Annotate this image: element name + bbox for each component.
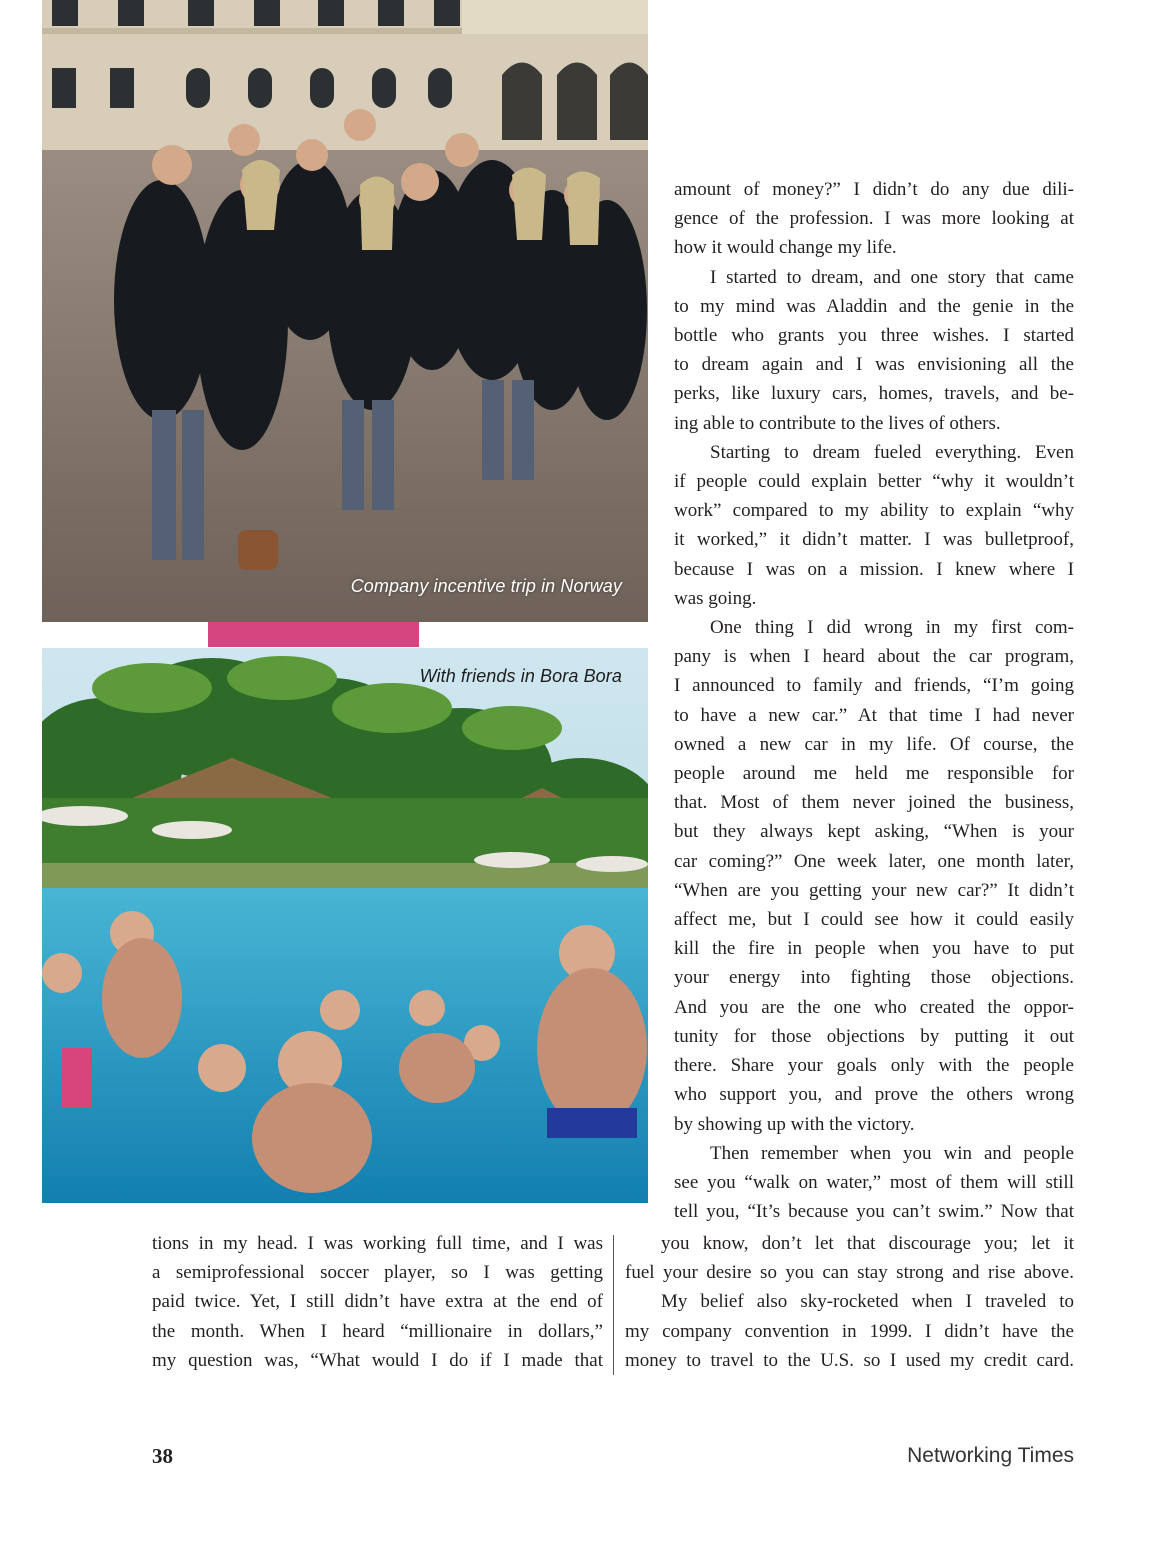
text-line: see you “walk on water,” most of them will still: [674, 1171, 1074, 1193]
text-line: because I was on a mission. I knew where I: [674, 558, 1074, 580]
article-column-left-lower: [152, 1229, 603, 1375]
text-line: kill the fire in people when you have to put: [674, 938, 1074, 960]
article-column-right-upper: [674, 175, 1074, 1226]
text-line: to my mind was Aladdin and the genie in the: [674, 295, 1074, 317]
text-line: fuel your desire so you can stay strong and rise above.: [625, 1262, 1074, 1284]
photo-norway-image: [42, 0, 648, 622]
text-line: One thing I did wrong in my first com-: [710, 617, 1074, 639]
text-line: people around me held me responsible for: [674, 763, 1074, 785]
text-line: I started to dream, and one story that came: [710, 266, 1074, 288]
text-line: car coming?” One week later, one month later,: [674, 850, 1074, 872]
text-line: owned a new car in my life. Of course, the: [674, 733, 1074, 755]
text-line: amount of money?” I didn’t do any due dili-: [674, 179, 1074, 200]
text-line: Then remember when you win and people: [710, 1142, 1074, 1164]
text-line: tell you, “It’s because you can’t swim.” Now that: [674, 1201, 1074, 1223]
photo-caption-norway: Company incentive trip in Norway: [350, 576, 622, 596]
text-line: a semiprofessional soccer player, so I was getting: [152, 1262, 603, 1284]
text-line: how it would change my life.: [674, 237, 897, 259]
text-line: by showing up with the victory.: [674, 1113, 915, 1135]
text-line: “When are you getting your new car?” It didn’t: [674, 879, 1074, 901]
publication-name: Networking Times: [907, 1444, 1074, 1467]
photo-bora-bora-friends: [42, 648, 648, 1203]
text-line: I announced to family and friends, “I’m going: [674, 675, 1074, 697]
article-column-right-lower: [625, 1229, 1074, 1375]
text-line: but they always kept asking, “When is your: [674, 821, 1074, 843]
photo-caption-bora-bora: With friends in Bora Bora: [419, 666, 622, 686]
column-divider: [613, 1235, 614, 1375]
text-line: who support you, and prove the others wrong: [674, 1084, 1074, 1106]
text-line: was going.: [674, 587, 757, 609]
text-line: paid twice. Yet, I still didn’t have extra at the end of: [152, 1291, 603, 1313]
text-line: you know, don’t let that discourage you; let it: [661, 1233, 1074, 1254]
text-line: Starting to dream fueled everything. Even: [710, 441, 1074, 463]
text-line: my company convention in 1999. I didn’t have the: [625, 1320, 1074, 1342]
text-line: there. Share your goals only with the people: [674, 1055, 1074, 1077]
text-line: to dream again and I was envisioning all the: [674, 354, 1074, 376]
text-line: that. Most of them never joined the business,: [674, 792, 1074, 814]
text-line: tunity for those objections by putting it out: [674, 1025, 1074, 1047]
text-line: pany is when I heard about the car program,: [674, 646, 1074, 668]
photo-bora-bora-image: [42, 648, 648, 1203]
text-line: And you are the one who created the oppor-: [674, 996, 1074, 1018]
text-line: my question was, “What would I do if I made that: [152, 1349, 603, 1371]
text-line: ing able to contribute to the lives of others.: [674, 412, 1001, 434]
text-line: tions in my head. I was working full time, and I was: [152, 1233, 603, 1254]
photo-norway-incentive-trip: [42, 0, 648, 622]
page-number: 38: [152, 1444, 173, 1468]
text-line: money to travel to the U.S. so I used my credit card.: [625, 1349, 1074, 1371]
text-line: bottle who grants you three wishes. I started: [674, 325, 1074, 347]
pink-accent-bar: [208, 622, 419, 647]
text-line: to have a new car.” At that time I had never: [674, 704, 1074, 726]
text-line: gence of the profession. I was more looking at: [674, 208, 1074, 230]
text-line: work” compared to my ability to explain “why: [674, 500, 1074, 522]
text-line: if people could explain better “why it wouldn’t: [674, 471, 1074, 493]
text-line: My belief also sky-rocketed when I traveled to: [661, 1291, 1074, 1313]
text-line: affect me, but I could see how it could easily: [674, 909, 1074, 931]
text-line: it worked,” it didn’t matter. I was bulletproof,: [674, 529, 1074, 551]
text-line: your energy into fighting those objections.: [674, 967, 1074, 989]
text-line: the month. When I heard “millionaire in dollars,”: [152, 1320, 603, 1342]
text-line: perks, like luxury cars, homes, travels, and be-: [674, 383, 1074, 405]
